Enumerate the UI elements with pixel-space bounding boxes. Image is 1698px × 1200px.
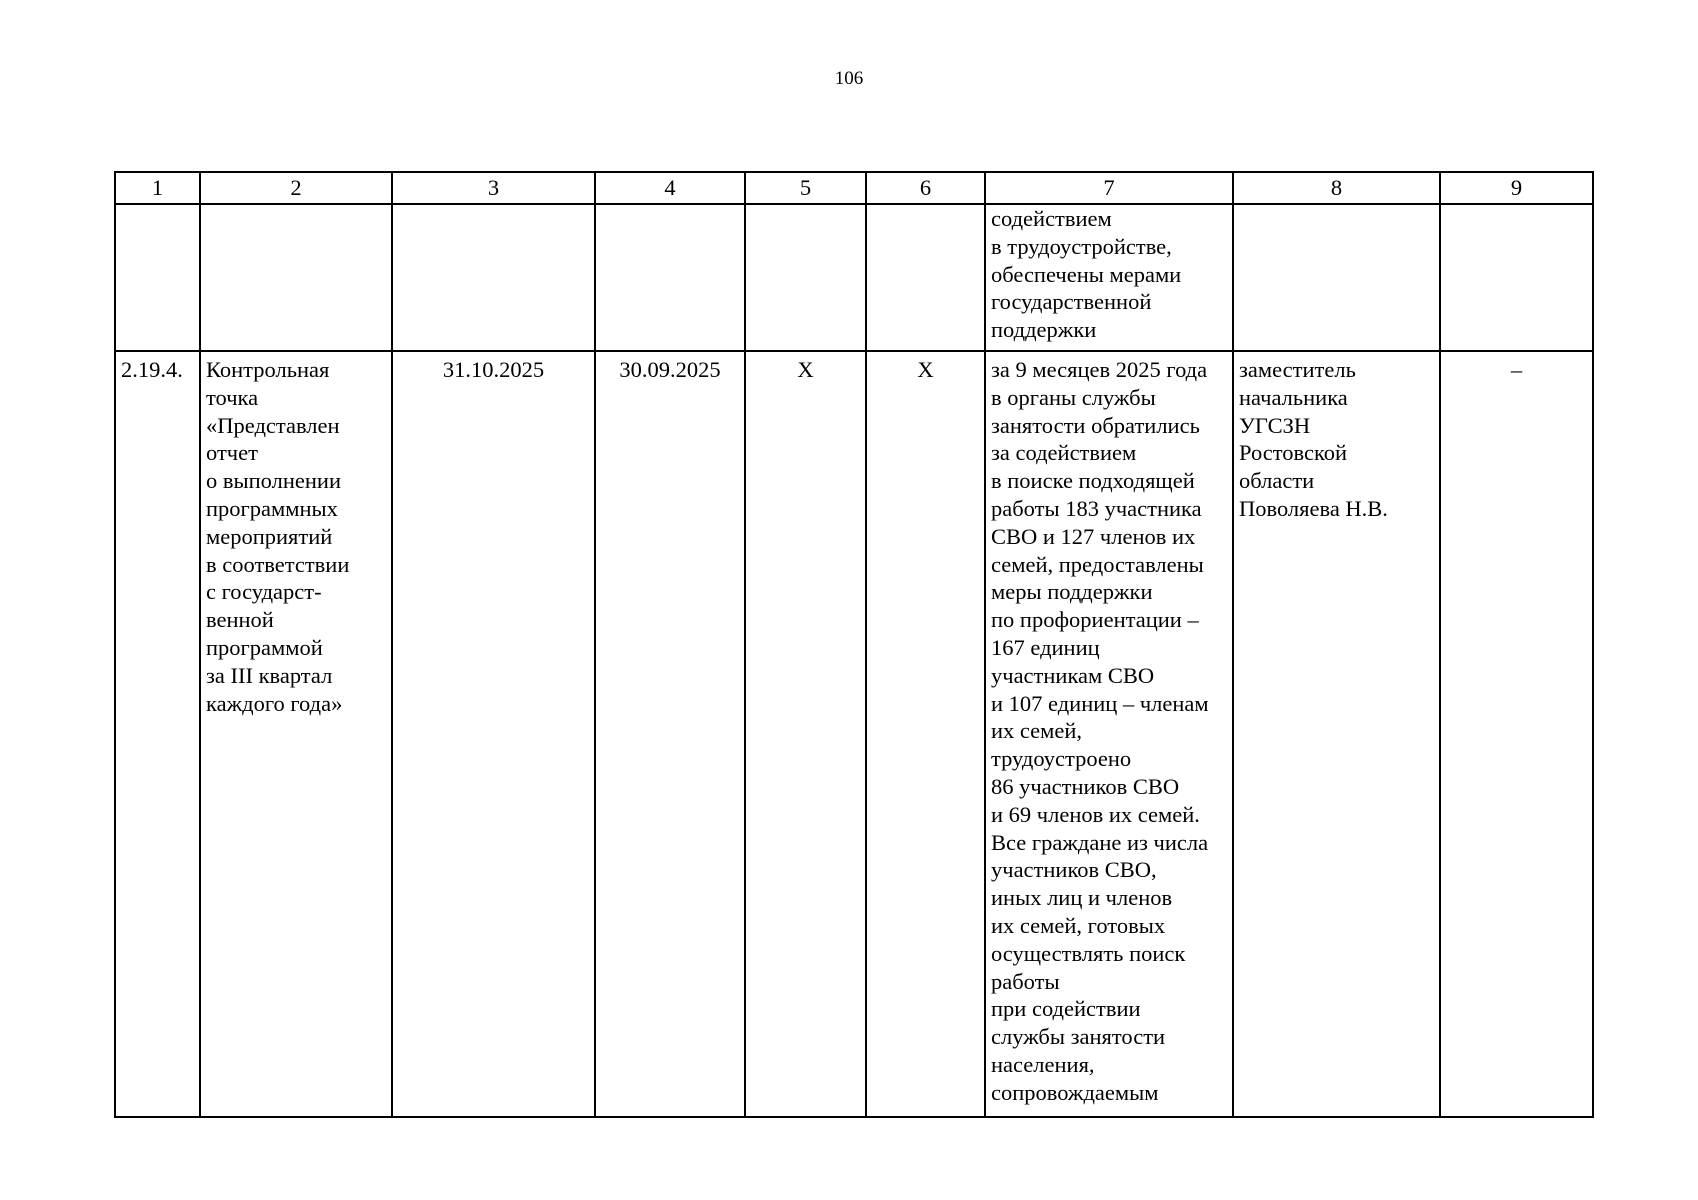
cell-empty — [1233, 204, 1440, 351]
row-col6: X — [866, 351, 985, 1117]
header-row — [115, 172, 1593, 204]
header-cell-1: 1 — [115, 172, 200, 204]
report-table — [114, 171, 1594, 1118]
cell-empty — [595, 204, 745, 351]
cell-empty — [392, 204, 595, 351]
header-cell-3: 3 — [392, 172, 595, 204]
table-row — [115, 351, 1593, 1117]
row-number: 2.19.4. — [115, 351, 200, 1117]
row-date-plan: 31.10.2025 — [392, 351, 595, 1117]
continuation-row — [115, 204, 1593, 351]
cell-empty — [200, 204, 392, 351]
row-responsible: заместитель начальника УГСЗН Ростовской области Поволяева Н.В. — [1233, 351, 1440, 1117]
header-cell-6: 6 — [866, 172, 985, 204]
cell-empty — [115, 204, 200, 351]
page-number: 106 — [834, 68, 864, 89]
row-date-fact: 30.09.2025 — [595, 351, 745, 1117]
row-result: за 9 месяцев 2025 года в органы службы занятости обратились за содействием в поиске подходящей работы 183 участника СВО и 127 членов их семей, предоставлены меры поддержки по профориентации – 167 единиц участникам СВО и 107 единиц – членам их семей, трудоустроено 86 участников СВО и 69 членов их семей. Все граждане из числа участников СВО, иных лиц и членов их семей, готовых осуществлять поиск работы при содействии службы занятости населения, сопровождаемым — [985, 351, 1233, 1117]
row-name: Контрольная точка «Представлен отчет о выполнении программных мероприятий в соответствии с государст- венной программой за III квартал каждого года» — [200, 351, 392, 1117]
row-col9: – — [1440, 351, 1593, 1117]
header-cell-4: 4 — [595, 172, 745, 204]
cell-empty — [866, 204, 985, 351]
header-cell-2: 2 — [200, 172, 392, 204]
header-cell-5: 5 — [745, 172, 866, 204]
continuation-result-text: содействием в трудоустройстве, обеспечены мерами государственной поддержки — [985, 204, 1233, 351]
header-cell-7: 7 — [985, 172, 1233, 204]
row-col5: X — [745, 351, 866, 1117]
cell-empty — [1440, 204, 1593, 351]
cell-empty — [745, 204, 866, 351]
header-cell-8: 8 — [1233, 172, 1440, 204]
header-cell-9: 9 — [1440, 172, 1593, 204]
